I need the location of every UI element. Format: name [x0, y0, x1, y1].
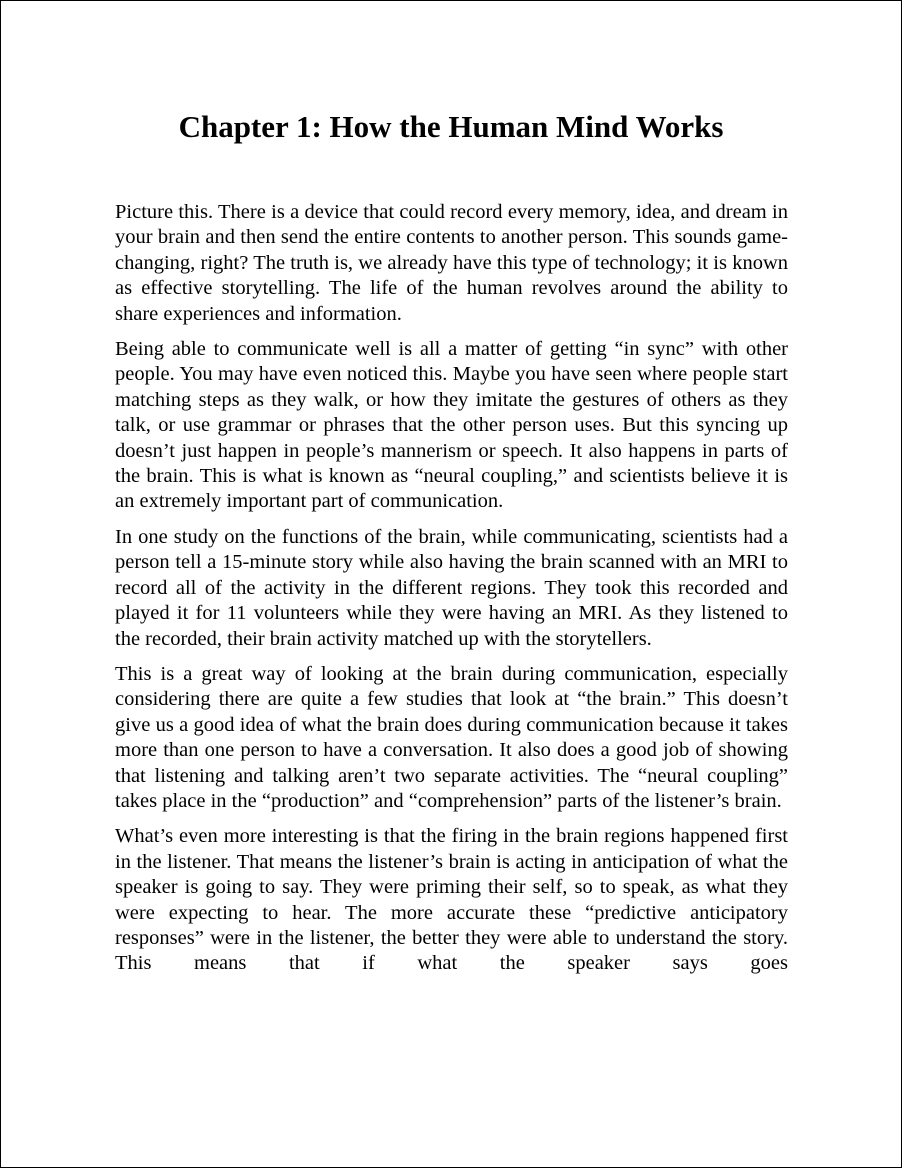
paragraph-picture-this: Picture this. There is a device that could record every memory, idea, and dream in your brain and then send the entire contents to another person. This sounds game-changing, right? The truth is, we already have this type of technology; it is known as effective storytelling. The life of the human revolves around the ability to share experiences and information.: [115, 201, 788, 325]
paragraph-mri-study: In one study on the functions of the brain, while communicating, scientists had a person tell a 15-minute story while also having the brain scanned with an MRI to record all of the activity in the different regions. They took this recorded and played it for 11 volunteers while they were having an MRI. As they listened to the recorded, their brain activity matched up with the storytellers.: [115, 525, 788, 650]
paragraph-anticipation: What’s even more interesting is that the firing in the brain regions happened first in the listener. That means the listener’s brain is acting in anticipation of what the speaker is going to say. They were priming their self, so to speak, as what they were expecting to hear. The more accurate these “predictive anticipatory responses” were in the listener, the better they were able to understand the story. This means that if what the speaker says goes: [115, 825, 788, 975]
paragraph-in-sync: Being able to communicate well is all a matter of getting “in sync” with other people. You may have even noticed this. Maybe you have seen where people start matching steps as they walk, or how they imitate the gestures of others as they talk, or use grammar or phrases that the other person uses. But this syncing up doesn’t just happen in people’s mannerism or speech. It also happens in parts of the brain. This is what is known as “neural coupling,” and scientists believe it is an extremely important part of communication.: [115, 338, 788, 513]
chapter-title: Chapter 1: How the Human Mind Works: [178, 109, 724, 144]
paragraph-brain-communication: This is a great way of looking at the brain during communication, especially considering there are quite a few studies that look at “the brain.” This doesn’t give us a good idea of what the brain does during communication because it takes more than one person to have a conversation. It also does a good job of showing that listening and talking aren’t two separate activities. The “neural coupling” takes place in the “production” and “comprehension” parts of the listener’s brain.: [115, 662, 788, 812]
chapter-body: [115, 200, 788, 987]
